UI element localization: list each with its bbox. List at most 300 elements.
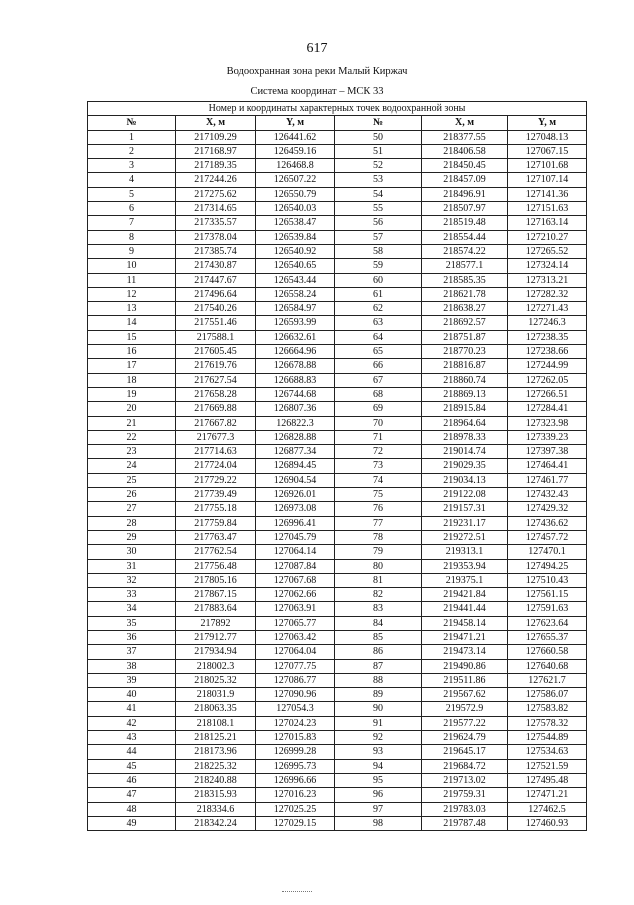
table-row xyxy=(88,459,587,473)
y-coordinate-cell: 127271.43 xyxy=(508,302,587,316)
point-number-cell: 55 xyxy=(335,202,422,216)
table-row xyxy=(88,731,587,745)
x-coordinate-cell: 218125.21 xyxy=(176,731,256,745)
point-number-cell: 62 xyxy=(335,302,422,316)
point-number-cell: 2 xyxy=(88,144,176,158)
y-coordinate-cell: 127640.68 xyxy=(508,659,587,673)
point-number-cell: 33 xyxy=(88,588,176,602)
x-coordinate-cell: 219624.79 xyxy=(422,731,508,745)
point-number-cell: 40 xyxy=(88,688,176,702)
table-row xyxy=(88,559,587,573)
y-coordinate-cell: 126540.92 xyxy=(256,244,335,258)
table-row xyxy=(88,716,587,730)
x-coordinate-cell: 218860.74 xyxy=(422,373,508,387)
table-row xyxy=(88,202,587,216)
point-number-cell: 89 xyxy=(335,688,422,702)
x-coordinate-cell: 217892 xyxy=(176,616,256,630)
x-coordinate-cell: 217714.63 xyxy=(176,445,256,459)
x-coordinate-cell: 218964.64 xyxy=(422,416,508,430)
table-row xyxy=(88,573,587,587)
x-coordinate-cell: 219490.86 xyxy=(422,659,508,673)
y-coordinate-cell: 127510.43 xyxy=(508,573,587,587)
point-number-cell: 39 xyxy=(88,673,176,687)
table-row xyxy=(88,345,587,359)
y-coordinate-cell: 127246.3 xyxy=(508,316,587,330)
x-coordinate-cell: 218574.22 xyxy=(422,244,508,258)
y-coordinate-cell: 127238.66 xyxy=(508,345,587,359)
point-number-cell: 84 xyxy=(335,616,422,630)
table-row xyxy=(88,488,587,502)
point-number-cell: 97 xyxy=(335,802,422,816)
point-number-cell: 36 xyxy=(88,630,176,644)
point-number-cell: 86 xyxy=(335,645,422,659)
y-coordinate-cell: 127521.59 xyxy=(508,759,587,773)
point-number-cell: 20 xyxy=(88,402,176,416)
x-coordinate-cell: 219567.62 xyxy=(422,688,508,702)
x-coordinate-cell: 219313.1 xyxy=(422,545,508,559)
y-coordinate-cell: 127284.41 xyxy=(508,402,587,416)
x-coordinate-cell: 218869.13 xyxy=(422,387,508,401)
table-row xyxy=(88,287,587,301)
y-coordinate-cell: 127282.32 xyxy=(508,287,587,301)
point-number-cell: 77 xyxy=(335,516,422,530)
column-header-y: Y, м xyxy=(508,116,587,130)
x-coordinate-cell: 219458.14 xyxy=(422,616,508,630)
x-coordinate-cell: 218457.09 xyxy=(422,173,508,187)
table-caption-row xyxy=(88,102,587,116)
x-coordinate-cell: 218751.87 xyxy=(422,330,508,344)
x-coordinate-cell: 217669.88 xyxy=(176,402,256,416)
table-row xyxy=(88,759,587,773)
x-coordinate-cell: 219421.84 xyxy=(422,588,508,602)
y-coordinate-cell: 126538.47 xyxy=(256,216,335,230)
y-coordinate-cell: 126507.22 xyxy=(256,173,335,187)
table-row xyxy=(88,530,587,544)
x-coordinate-cell: 217934.94 xyxy=(176,645,256,659)
x-coordinate-cell: 218173.96 xyxy=(176,745,256,759)
point-number-cell: 68 xyxy=(335,387,422,401)
y-coordinate-cell: 126543.44 xyxy=(256,273,335,287)
x-coordinate-cell: 217447.67 xyxy=(176,273,256,287)
y-coordinate-cell: 127470.1 xyxy=(508,545,587,559)
table-row xyxy=(88,359,587,373)
x-coordinate-cell: 219122.08 xyxy=(422,488,508,502)
x-coordinate-cell: 219231.17 xyxy=(422,516,508,530)
point-number-cell: 64 xyxy=(335,330,422,344)
y-coordinate-cell: 127655.37 xyxy=(508,630,587,644)
x-coordinate-cell: 217605.45 xyxy=(176,345,256,359)
point-number-cell: 79 xyxy=(335,545,422,559)
y-coordinate-cell: 127429.32 xyxy=(508,502,587,516)
y-coordinate-cell: 127107.14 xyxy=(508,173,587,187)
y-coordinate-cell: 127534.63 xyxy=(508,745,587,759)
point-number-cell: 96 xyxy=(335,788,422,802)
x-coordinate-cell: 217867.15 xyxy=(176,588,256,602)
point-number-cell: 41 xyxy=(88,702,176,716)
x-coordinate-cell: 218406.58 xyxy=(422,144,508,158)
table-row xyxy=(88,373,587,387)
y-coordinate-cell: 126459.16 xyxy=(256,144,335,158)
table-row xyxy=(88,159,587,173)
point-number-cell: 57 xyxy=(335,230,422,244)
x-coordinate-cell: 217763.47 xyxy=(176,530,256,544)
table-row xyxy=(88,244,587,258)
y-coordinate-cell: 127265.52 xyxy=(508,244,587,258)
y-coordinate-cell: 127065.77 xyxy=(256,616,335,630)
x-coordinate-cell: 217739.49 xyxy=(176,488,256,502)
x-coordinate-cell: 219034.13 xyxy=(422,473,508,487)
point-number-cell: 56 xyxy=(335,216,422,230)
y-coordinate-cell: 127029.15 xyxy=(256,816,335,830)
point-number-cell: 98 xyxy=(335,816,422,830)
point-number-cell: 83 xyxy=(335,602,422,616)
x-coordinate-cell: 219684.72 xyxy=(422,759,508,773)
x-coordinate-cell: 217335.57 xyxy=(176,216,256,230)
table-row xyxy=(88,416,587,430)
x-coordinate-cell: 218816.87 xyxy=(422,359,508,373)
y-coordinate-cell: 127591.63 xyxy=(508,602,587,616)
point-number-cell: 30 xyxy=(88,545,176,559)
x-coordinate-cell: 219471.21 xyxy=(422,630,508,644)
point-number-cell: 13 xyxy=(88,302,176,316)
y-coordinate-cell: 127087.84 xyxy=(256,559,335,573)
y-coordinate-cell: 127244.99 xyxy=(508,359,587,373)
y-coordinate-cell: 126593.99 xyxy=(256,316,335,330)
table-row xyxy=(88,187,587,201)
y-coordinate-cell: 127016.23 xyxy=(256,788,335,802)
point-number-cell: 71 xyxy=(335,430,422,444)
x-coordinate-cell: 217759.84 xyxy=(176,516,256,530)
y-coordinate-cell: 126540.03 xyxy=(256,202,335,216)
point-number-cell: 45 xyxy=(88,759,176,773)
y-coordinate-cell: 126807.36 xyxy=(256,402,335,416)
x-coordinate-cell: 217667.82 xyxy=(176,416,256,430)
y-coordinate-cell: 126664.96 xyxy=(256,345,335,359)
y-coordinate-cell: 127266.51 xyxy=(508,387,587,401)
y-coordinate-cell: 127432.43 xyxy=(508,488,587,502)
y-coordinate-cell: 127471.21 xyxy=(508,788,587,802)
point-number-cell: 70 xyxy=(335,416,422,430)
x-coordinate-cell: 218240.88 xyxy=(176,773,256,787)
y-coordinate-cell: 127313.21 xyxy=(508,273,587,287)
x-coordinate-cell: 219783.03 xyxy=(422,802,508,816)
x-coordinate-cell: 219014.74 xyxy=(422,445,508,459)
y-coordinate-cell: 127048.13 xyxy=(508,130,587,144)
table-row xyxy=(88,659,587,673)
point-number-cell: 21 xyxy=(88,416,176,430)
point-number-cell: 91 xyxy=(335,716,422,730)
y-coordinate-cell: 127015.83 xyxy=(256,731,335,745)
x-coordinate-cell: 218342.24 xyxy=(176,816,256,830)
x-coordinate-cell: 218507.97 xyxy=(422,202,508,216)
point-number-cell: 44 xyxy=(88,745,176,759)
x-coordinate-cell: 219645.17 xyxy=(422,745,508,759)
y-coordinate-cell: 126550.79 xyxy=(256,187,335,201)
point-number-cell: 50 xyxy=(335,130,422,144)
point-number-cell: 60 xyxy=(335,273,422,287)
point-number-cell: 18 xyxy=(88,373,176,387)
y-coordinate-cell: 127544.89 xyxy=(508,731,587,745)
coordinate-system-subtitle: Система координат – МСК 33 xyxy=(250,86,384,97)
x-coordinate-cell: 219353.94 xyxy=(422,559,508,573)
point-number-cell: 8 xyxy=(88,230,176,244)
point-number-cell: 4 xyxy=(88,173,176,187)
point-number-cell: 92 xyxy=(335,731,422,745)
x-coordinate-cell: 219787.48 xyxy=(422,816,508,830)
y-coordinate-cell: 127077.75 xyxy=(256,659,335,673)
y-coordinate-cell: 127067.15 xyxy=(508,144,587,158)
point-number-cell: 82 xyxy=(335,588,422,602)
point-number-cell: 37 xyxy=(88,645,176,659)
x-coordinate-cell: 218519.48 xyxy=(422,216,508,230)
table-row xyxy=(88,588,587,602)
y-coordinate-cell: 126678.88 xyxy=(256,359,335,373)
y-coordinate-cell: 127495.48 xyxy=(508,773,587,787)
document-title: Водоохранная зона реки Малый Киржач xyxy=(226,66,408,77)
point-number-cell: 16 xyxy=(88,345,176,359)
x-coordinate-cell: 218025.32 xyxy=(176,673,256,687)
table-row xyxy=(88,259,587,273)
y-coordinate-cell: 127460.93 xyxy=(508,816,587,830)
point-number-cell: 11 xyxy=(88,273,176,287)
point-number-cell: 95 xyxy=(335,773,422,787)
column-header-x: X, м xyxy=(422,116,508,130)
y-coordinate-cell: 127141.36 xyxy=(508,187,587,201)
table-row xyxy=(88,230,587,244)
x-coordinate-cell: 218638.27 xyxy=(422,302,508,316)
point-number-cell: 22 xyxy=(88,430,176,444)
y-coordinate-cell: 127064.04 xyxy=(256,645,335,659)
x-coordinate-cell: 217314.65 xyxy=(176,202,256,216)
y-coordinate-cell: 127339.23 xyxy=(508,430,587,444)
x-coordinate-cell: 217496.64 xyxy=(176,287,256,301)
x-coordinate-cell: 218621.78 xyxy=(422,287,508,301)
y-coordinate-cell: 126540.65 xyxy=(256,259,335,273)
y-coordinate-cell: 127578.32 xyxy=(508,716,587,730)
table-row xyxy=(88,302,587,316)
point-number-cell: 94 xyxy=(335,759,422,773)
table-row xyxy=(88,788,587,802)
x-coordinate-cell: 217724.04 xyxy=(176,459,256,473)
table-row xyxy=(88,745,587,759)
table-row xyxy=(88,773,587,787)
table-row xyxy=(88,216,587,230)
table-row xyxy=(88,316,587,330)
y-coordinate-cell: 127464.41 xyxy=(508,459,587,473)
x-coordinate-cell: 219375.1 xyxy=(422,573,508,587)
x-coordinate-cell: 217551.46 xyxy=(176,316,256,330)
point-number-cell: 23 xyxy=(88,445,176,459)
y-coordinate-cell: 127025.25 xyxy=(256,802,335,816)
table-row xyxy=(88,645,587,659)
y-coordinate-cell: 126926.01 xyxy=(256,488,335,502)
x-coordinate-cell: 218225.32 xyxy=(176,759,256,773)
footer-mark xyxy=(282,891,312,895)
table-row xyxy=(88,702,587,716)
y-coordinate-cell: 126996.41 xyxy=(256,516,335,530)
y-coordinate-cell: 127045.79 xyxy=(256,530,335,544)
y-coordinate-cell: 127210.27 xyxy=(508,230,587,244)
point-number-cell: 27 xyxy=(88,502,176,516)
point-number-cell: 54 xyxy=(335,187,422,201)
table-row xyxy=(88,602,587,616)
table-row xyxy=(88,545,587,559)
table-row xyxy=(88,816,587,830)
x-coordinate-cell: 218334.6 xyxy=(176,802,256,816)
y-coordinate-cell: 127457.72 xyxy=(508,530,587,544)
table-row xyxy=(88,516,587,530)
x-coordinate-cell: 219759.31 xyxy=(422,788,508,802)
y-coordinate-cell: 126995.73 xyxy=(256,759,335,773)
x-coordinate-cell: 217677.3 xyxy=(176,430,256,444)
y-coordinate-cell: 127583.82 xyxy=(508,702,587,716)
point-number-cell: 31 xyxy=(88,559,176,573)
column-header-x: X, м xyxy=(176,116,256,130)
column-header-y: Y, м xyxy=(256,116,335,130)
x-coordinate-cell: 217658.28 xyxy=(176,387,256,401)
point-number-cell: 48 xyxy=(88,802,176,816)
table-row xyxy=(88,130,587,144)
x-coordinate-cell: 217244.26 xyxy=(176,173,256,187)
y-coordinate-cell: 127323.98 xyxy=(508,416,587,430)
table-row xyxy=(88,502,587,516)
y-coordinate-cell: 127163.14 xyxy=(508,216,587,230)
y-coordinate-cell: 127461.77 xyxy=(508,473,587,487)
x-coordinate-cell: 217385.74 xyxy=(176,244,256,258)
point-number-cell: 78 xyxy=(335,530,422,544)
y-coordinate-cell: 127086.77 xyxy=(256,673,335,687)
point-number-cell: 12 xyxy=(88,287,176,301)
x-coordinate-cell: 218692.57 xyxy=(422,316,508,330)
point-number-cell: 76 xyxy=(335,502,422,516)
y-coordinate-cell: 127063.42 xyxy=(256,630,335,644)
y-coordinate-cell: 127067.68 xyxy=(256,573,335,587)
point-number-cell: 53 xyxy=(335,173,422,187)
table-row xyxy=(88,473,587,487)
point-number-cell: 38 xyxy=(88,659,176,673)
y-coordinate-cell: 127062.66 xyxy=(256,588,335,602)
x-coordinate-cell: 217762.54 xyxy=(176,545,256,559)
y-coordinate-cell: 126558.24 xyxy=(256,287,335,301)
point-number-cell: 75 xyxy=(335,488,422,502)
x-coordinate-cell: 218496.91 xyxy=(422,187,508,201)
point-number-cell: 65 xyxy=(335,345,422,359)
x-coordinate-cell: 219511.86 xyxy=(422,673,508,687)
y-coordinate-cell: 126973.08 xyxy=(256,502,335,516)
point-number-cell: 25 xyxy=(88,473,176,487)
x-coordinate-cell: 217109.29 xyxy=(176,130,256,144)
x-coordinate-cell: 219029.35 xyxy=(422,459,508,473)
page-number: 617 xyxy=(306,41,328,56)
x-coordinate-cell: 217912.77 xyxy=(176,630,256,644)
table-header-row xyxy=(88,116,587,130)
x-coordinate-cell: 218063.35 xyxy=(176,702,256,716)
column-header-number: № xyxy=(335,116,422,130)
point-number-cell: 72 xyxy=(335,445,422,459)
point-number-cell: 58 xyxy=(335,244,422,258)
point-number-cell: 90 xyxy=(335,702,422,716)
y-coordinate-cell: 127436.62 xyxy=(508,516,587,530)
point-number-cell: 32 xyxy=(88,573,176,587)
point-number-cell: 46 xyxy=(88,773,176,787)
x-coordinate-cell: 219157.31 xyxy=(422,502,508,516)
table-row xyxy=(88,673,587,687)
x-coordinate-cell: 218377.55 xyxy=(422,130,508,144)
y-coordinate-cell: 127621.7 xyxy=(508,673,587,687)
point-number-cell: 49 xyxy=(88,816,176,830)
y-coordinate-cell: 127660.58 xyxy=(508,645,587,659)
point-number-cell: 61 xyxy=(335,287,422,301)
x-coordinate-cell: 219473.14 xyxy=(422,645,508,659)
point-number-cell: 66 xyxy=(335,359,422,373)
point-number-cell: 43 xyxy=(88,731,176,745)
y-coordinate-cell: 127494.25 xyxy=(508,559,587,573)
x-coordinate-cell: 217189.35 xyxy=(176,159,256,173)
point-number-cell: 19 xyxy=(88,387,176,401)
table-body xyxy=(88,130,587,831)
y-coordinate-cell: 126894.45 xyxy=(256,459,335,473)
table-row xyxy=(88,173,587,187)
point-number-cell: 29 xyxy=(88,530,176,544)
y-coordinate-cell: 126468.8 xyxy=(256,159,335,173)
table-row xyxy=(88,387,587,401)
x-coordinate-cell: 218031.9 xyxy=(176,688,256,702)
x-coordinate-cell: 218915.84 xyxy=(422,402,508,416)
x-coordinate-cell: 219713.02 xyxy=(422,773,508,787)
y-coordinate-cell: 126877.34 xyxy=(256,445,335,459)
point-number-cell: 87 xyxy=(335,659,422,673)
point-number-cell: 15 xyxy=(88,330,176,344)
point-number-cell: 1 xyxy=(88,130,176,144)
y-coordinate-cell: 126441.62 xyxy=(256,130,335,144)
table-row xyxy=(88,402,587,416)
x-coordinate-cell: 217588.1 xyxy=(176,330,256,344)
y-coordinate-cell: 127262.05 xyxy=(508,373,587,387)
y-coordinate-cell: 126584.97 xyxy=(256,302,335,316)
x-coordinate-cell: 217755.18 xyxy=(176,502,256,516)
point-number-cell: 5 xyxy=(88,187,176,201)
table-row xyxy=(88,330,587,344)
x-coordinate-cell: 217275.62 xyxy=(176,187,256,201)
x-coordinate-cell: 217168.97 xyxy=(176,144,256,158)
point-number-cell: 47 xyxy=(88,788,176,802)
y-coordinate-cell: 127561.15 xyxy=(508,588,587,602)
y-coordinate-cell: 127623.64 xyxy=(508,616,587,630)
y-coordinate-cell: 126744.68 xyxy=(256,387,335,401)
coordinates-table xyxy=(87,101,587,831)
point-number-cell: 7 xyxy=(88,216,176,230)
y-coordinate-cell: 127462.5 xyxy=(508,802,587,816)
y-coordinate-cell: 127586.07 xyxy=(508,688,587,702)
table-row xyxy=(88,802,587,816)
point-number-cell: 67 xyxy=(335,373,422,387)
y-coordinate-cell: 127324.14 xyxy=(508,259,587,273)
y-coordinate-cell: 127063.91 xyxy=(256,602,335,616)
y-coordinate-cell: 126822.3 xyxy=(256,416,335,430)
point-number-cell: 59 xyxy=(335,259,422,273)
y-coordinate-cell: 127101.68 xyxy=(508,159,587,173)
point-number-cell: 52 xyxy=(335,159,422,173)
table-row xyxy=(88,616,587,630)
y-coordinate-cell: 127054.3 xyxy=(256,702,335,716)
x-coordinate-cell: 219572.9 xyxy=(422,702,508,716)
x-coordinate-cell: 217619.76 xyxy=(176,359,256,373)
y-coordinate-cell: 127151.63 xyxy=(508,202,587,216)
column-header-number: № xyxy=(88,116,176,130)
y-coordinate-cell: 127090.96 xyxy=(256,688,335,702)
table-row xyxy=(88,688,587,702)
point-number-cell: 51 xyxy=(335,144,422,158)
